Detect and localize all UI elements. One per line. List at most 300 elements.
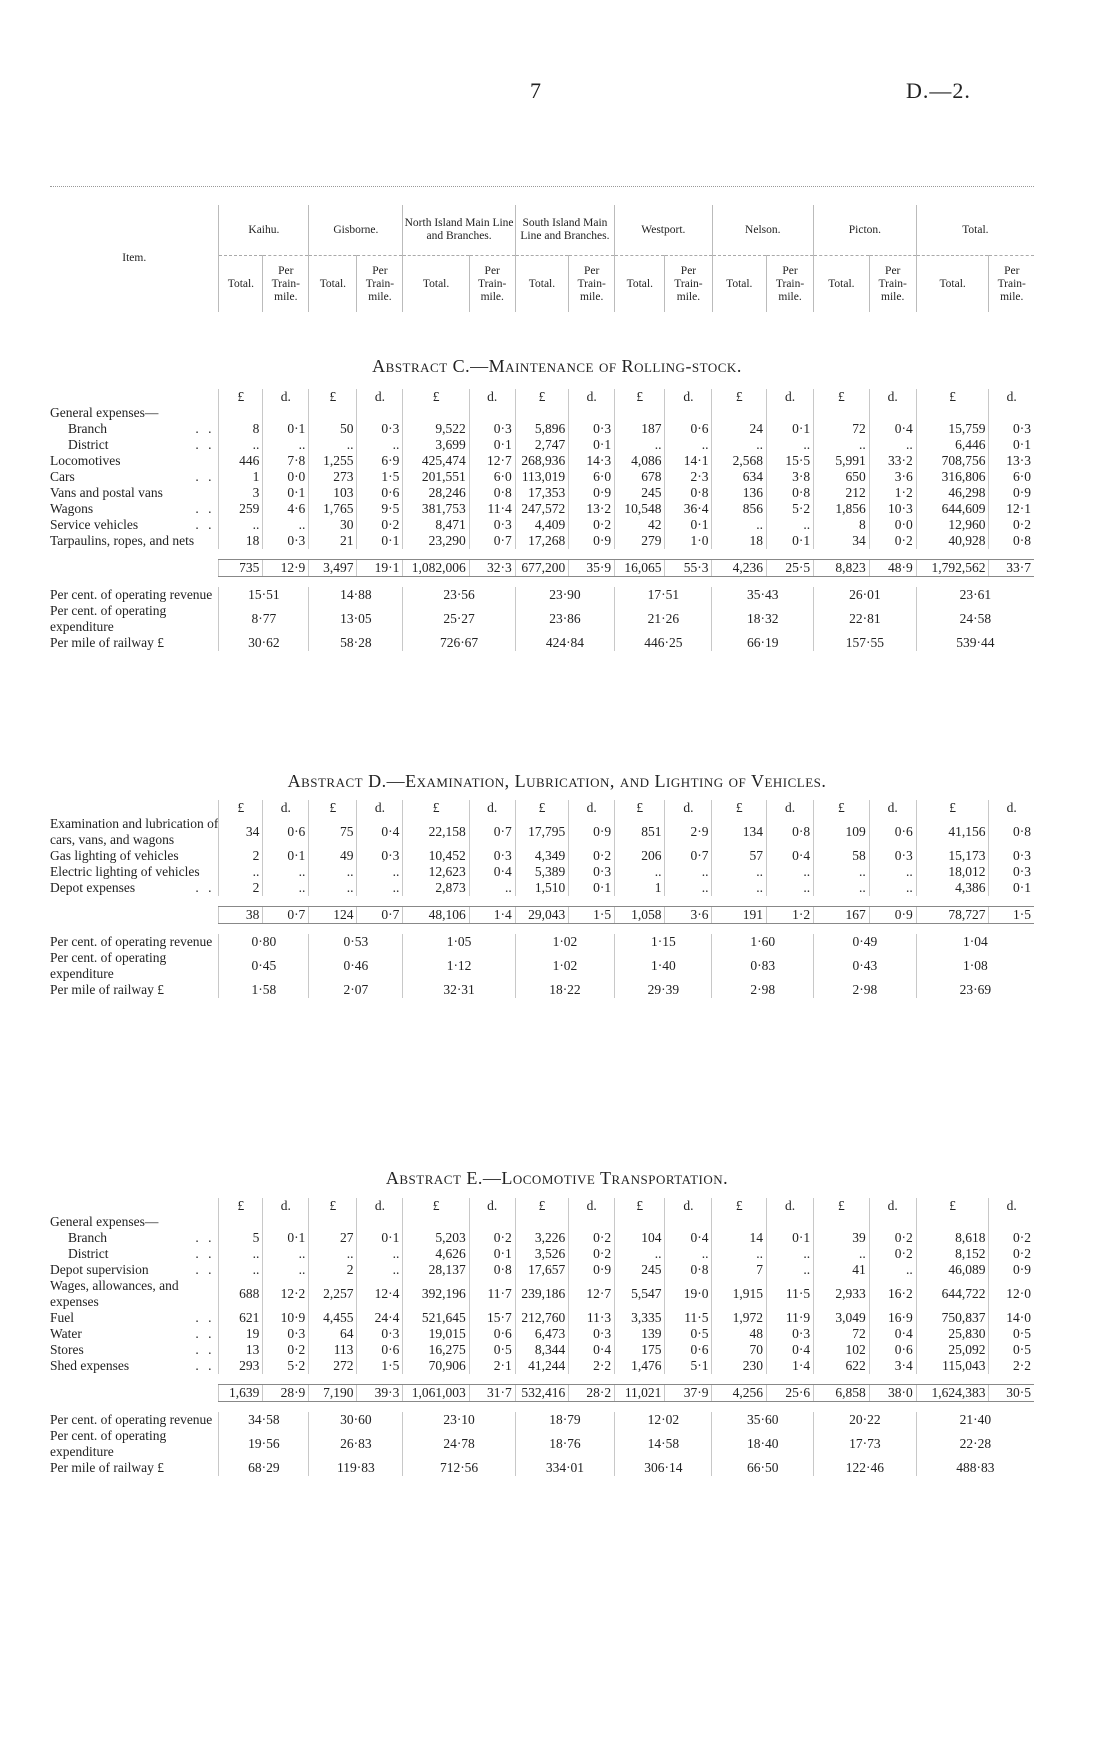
row-label-text: District [68, 437, 109, 452]
table-cell: 0·8 [767, 816, 814, 848]
table-cell: 2,873 [403, 880, 469, 896]
table-cell: 48 [712, 1326, 767, 1342]
row-label [50, 437, 219, 453]
row-label [50, 517, 219, 533]
table-cell: 10,452 [403, 848, 469, 864]
table-cell [916, 1214, 989, 1230]
table-cell: 521,645 [403, 1310, 469, 1326]
total-cell: 167 [814, 907, 870, 924]
total-label-empty [50, 907, 219, 924]
table-cell [515, 1214, 568, 1230]
unit-cell: d. [869, 800, 916, 816]
table-cell: .. [357, 437, 403, 453]
table-cell: .. [767, 1246, 814, 1262]
total-label-empty [50, 1385, 219, 1402]
table-cell: 0·5 [989, 1342, 1034, 1358]
row-label [50, 1342, 219, 1358]
table-cell: 0·1 [767, 1230, 814, 1246]
stat-cell: 34·58 [219, 1412, 309, 1428]
table-cell: 102 [814, 1342, 870, 1358]
table-cell: 4,455 [309, 1310, 357, 1326]
stat-row [50, 934, 1034, 950]
row-label [50, 485, 219, 501]
table-cell: 0·8 [469, 1262, 515, 1278]
unit-cell: d. [469, 1198, 515, 1214]
table-cell: 0·1 [767, 533, 814, 549]
table-cell: 113,019 [515, 469, 568, 485]
row-label [50, 848, 219, 864]
unit-cell: d. [469, 389, 515, 405]
table-cell: 28,137 [403, 1262, 469, 1278]
stat-cell: 1·15 [615, 934, 712, 950]
table-cell: 0·2 [569, 1230, 615, 1246]
header-top-rule [50, 186, 1034, 187]
row-label-text: Shed expenses [50, 1358, 130, 1373]
total-cell: 0·7 [263, 907, 309, 924]
total-label-empty [50, 560, 219, 577]
table-row [50, 1214, 1034, 1230]
table-row [50, 437, 1034, 453]
stat-cell: 14·58 [615, 1428, 712, 1460]
table-cell: 34 [219, 816, 263, 848]
stat-cell: 20·22 [814, 1412, 917, 1428]
leader-dots: . . [195, 1310, 215, 1325]
row-label-text: Tarpaulins, ropes, and nets [50, 533, 195, 548]
unit-cell: d. [357, 800, 403, 816]
unit-cell: d. [569, 389, 615, 405]
stat-cell: 23·86 [515, 603, 614, 635]
table-cell [767, 405, 814, 421]
spacer-row [50, 1402, 1034, 1413]
table-cell: 0·1 [263, 421, 309, 437]
table-cell: .. [767, 1262, 814, 1278]
table-cell: 0·7 [665, 848, 712, 864]
table-cell: 15,759 [916, 421, 989, 437]
sub-header-per-train-mile: Per Train-mile. [665, 256, 712, 313]
table-cell: 0·2 [869, 1230, 916, 1246]
table-cell: 7·8 [263, 453, 309, 469]
unit-cell: d. [665, 1198, 712, 1214]
leader-dots: . . [195, 437, 215, 452]
unit-cell: d. [569, 1198, 615, 1214]
spacer-cell [50, 1374, 1034, 1385]
table-cell: 293 [219, 1358, 263, 1374]
table-cell: 245 [615, 1262, 665, 1278]
table-cell [615, 1214, 665, 1230]
leader-dots: . . [195, 1230, 215, 1245]
stat-row [50, 1428, 1034, 1460]
table-cell: 0·2 [569, 848, 615, 864]
table-cell: 0·1 [767, 421, 814, 437]
table-cell: 2·9 [665, 816, 712, 848]
table-cell: 3,049 [814, 1310, 870, 1326]
total-cell: 38 [219, 907, 263, 924]
table-cell: 12·7 [569, 1278, 615, 1310]
table-cell: 0·2 [569, 517, 615, 533]
stat-cell: 21·26 [615, 603, 712, 635]
table-cell: .. [615, 437, 665, 453]
table-cell: 0·9 [569, 816, 615, 848]
table-cell: 0·3 [469, 517, 515, 533]
row-label-text: Gas lighting of vehicles [50, 848, 179, 863]
stat-cell: 66·19 [712, 635, 814, 651]
table-cell: .. [712, 517, 767, 533]
table-cell: 0·8 [665, 1262, 712, 1278]
leader-dots: . . [195, 469, 215, 484]
table-cell: 3,335 [615, 1310, 665, 1326]
stat-label: Per cent. of operating expenditure [50, 603, 167, 634]
stat-cell: 712·56 [403, 1460, 515, 1476]
row-label [50, 1262, 219, 1278]
total-cell: 39·3 [357, 1385, 403, 1402]
stat-cell: 726·67 [403, 635, 515, 651]
table-cell: 39 [814, 1230, 870, 1246]
spacer-row [50, 896, 1034, 907]
table-cell: 1·5 [357, 1358, 403, 1374]
abstract-d-table [50, 800, 1034, 998]
table-cell: 14·3 [569, 453, 615, 469]
table-cell [219, 405, 263, 421]
stat-cell: 539·44 [916, 635, 1034, 651]
table-cell: 8,618 [916, 1230, 989, 1246]
group-header-kaihu: Kaihu. [219, 205, 309, 256]
table-row [50, 1262, 1034, 1278]
unit-cell: £ [814, 389, 870, 405]
table-cell: 3·6 [869, 469, 916, 485]
table-cell: 5,547 [615, 1278, 665, 1310]
table-cell: 0·3 [469, 848, 515, 864]
table-cell: 0·6 [665, 421, 712, 437]
stat-cell: 2·07 [309, 982, 403, 998]
table-cell [219, 1214, 263, 1230]
table-cell: .. [665, 864, 712, 880]
total-cell: 12·9 [263, 560, 309, 577]
table-cell: 0·2 [469, 1230, 515, 1246]
table-cell: .. [263, 1262, 309, 1278]
group-header-total: Total. [916, 205, 1034, 256]
table-cell: 5 [219, 1230, 263, 1246]
sub-header-total: Total. [814, 256, 870, 313]
table-cell: .. [869, 437, 916, 453]
table-cell: 187 [615, 421, 665, 437]
stat-cell: 21·40 [916, 1412, 1034, 1428]
table-cell: 19 [219, 1326, 263, 1342]
total-cell: 3·6 [665, 907, 712, 924]
row-label-text: Wages, allowances, and expenses [50, 1278, 179, 1309]
table-cell: 634 [712, 469, 767, 485]
table-cell: 18,012 [916, 864, 989, 880]
table-cell: .. [219, 1262, 263, 1278]
table-cell: 0·5 [469, 1342, 515, 1358]
table-row [50, 469, 1034, 485]
table-cell: 15,173 [916, 848, 989, 864]
table-cell: 12·0 [989, 1278, 1034, 1310]
abstract-e-table [50, 1198, 1034, 1476]
table-cell: 24 [712, 421, 767, 437]
table-cell: 0·1 [357, 1230, 403, 1246]
table-cell: 0·1 [357, 533, 403, 549]
table-cell [989, 1214, 1034, 1230]
unit-cell: d. [767, 800, 814, 816]
table-cell: 6·0 [989, 469, 1034, 485]
total-cell: 33·7 [989, 560, 1034, 577]
table-cell: 10·9 [263, 1310, 309, 1326]
unit-cell: d. [665, 389, 712, 405]
table-cell: 0·2 [869, 533, 916, 549]
abstract-d-title: Abstract D.—Examination, Lubrication, and Lighting of Vehicles. [287, 771, 827, 791]
table-cell: 0·2 [263, 1342, 309, 1358]
table-row [50, 816, 1034, 848]
stat-cell: 17·73 [814, 1428, 917, 1460]
table-cell [869, 405, 916, 421]
table-cell [515, 405, 568, 421]
table-cell: 0·2 [989, 1230, 1034, 1246]
table-cell: 30 [309, 517, 357, 533]
total-row [50, 907, 1034, 924]
stat-cell: 0·43 [814, 950, 917, 982]
stat-cell: 1·05 [403, 934, 515, 950]
table-cell: 14·1 [665, 453, 712, 469]
stat-cell: 334·01 [515, 1460, 614, 1476]
table-cell: 0·6 [665, 1342, 712, 1358]
table-cell: 0·4 [767, 1342, 814, 1358]
stat-cell: 0·49 [814, 934, 917, 950]
table-cell: 17,795 [515, 816, 568, 848]
leader-dots: . . [195, 1246, 215, 1261]
table-cell: .. [263, 880, 309, 896]
table-cell [403, 1214, 469, 1230]
table-cell: 0·3 [357, 1326, 403, 1342]
table-cell: 273 [309, 469, 357, 485]
table-cell: 4,409 [515, 517, 568, 533]
total-cell: 3,497 [309, 560, 357, 577]
table-cell: 7 [712, 1262, 767, 1278]
total-cell: 1,792,562 [916, 560, 989, 577]
row-label [50, 816, 219, 848]
table-cell: 6·9 [357, 453, 403, 469]
table-cell: .. [615, 864, 665, 880]
table-cell: 0·4 [665, 1230, 712, 1246]
unit-cell: £ [712, 1198, 767, 1214]
table-cell: .. [665, 437, 712, 453]
table-cell: 4,626 [403, 1246, 469, 1262]
table-cell: 2,257 [309, 1278, 357, 1310]
row-label [50, 880, 219, 896]
sub-header-per-train-mile: Per Train-mile. [357, 256, 403, 313]
table-cell: 6,446 [916, 437, 989, 453]
table-cell: 2 [309, 1262, 357, 1278]
total-cell: 1·5 [989, 907, 1034, 924]
table-cell: 0·3 [469, 421, 515, 437]
table-cell: .. [665, 880, 712, 896]
sub-header-per-train-mile: Per Train-mile. [869, 256, 916, 313]
table-cell: 2·1 [469, 1358, 515, 1374]
sub-header-per-train-mile: Per Train-mile. [263, 256, 309, 313]
row-label-text: Fuel [50, 1310, 75, 1325]
table-row [50, 517, 1034, 533]
table-cell: 4,386 [916, 880, 989, 896]
unit-cell: £ [916, 1198, 989, 1214]
table-cell: 115,043 [916, 1358, 989, 1374]
stat-cell: 66·50 [712, 1460, 814, 1476]
stat-cell: 32·31 [403, 982, 515, 998]
stat-cell: 119·83 [309, 1460, 403, 1476]
table-cell: 17,353 [515, 485, 568, 501]
table-cell: 14·0 [989, 1310, 1034, 1326]
row-label-text: Branch [68, 421, 107, 436]
unit-label-empty [50, 800, 219, 816]
table-cell [767, 1214, 814, 1230]
group-header-westport: Westport. [615, 205, 712, 256]
stat-cell: 0·45 [219, 950, 309, 982]
table-cell: 15·5 [767, 453, 814, 469]
stat-cell: 29·39 [615, 982, 712, 998]
table-cell: 0·2 [989, 517, 1034, 533]
leader-dots: . . [195, 1358, 215, 1373]
spacer-row [50, 924, 1034, 935]
table-cell: 0·1 [469, 1246, 515, 1262]
table-cell: .. [469, 880, 515, 896]
table-cell: 19,015 [403, 1326, 469, 1342]
table-cell: 72 [814, 421, 870, 437]
table-cell [309, 405, 357, 421]
total-cell: 1,624,383 [916, 1385, 989, 1402]
table-cell: 268,936 [515, 453, 568, 469]
table-cell [712, 1214, 767, 1230]
stat-label: Per mile of railway £ [50, 635, 164, 650]
table-cell: 41 [814, 1262, 870, 1278]
total-cell: 37·9 [665, 1385, 712, 1402]
table-row [50, 1230, 1034, 1246]
table-cell: 0·6 [869, 1342, 916, 1358]
total-cell: 1,639 [219, 1385, 263, 1402]
table-cell: 688 [219, 1278, 263, 1310]
table-cell: 3,526 [515, 1246, 568, 1262]
table-cell: 0·3 [357, 421, 403, 437]
stat-label: Per mile of railway £ [50, 1460, 164, 1475]
table-cell: 27 [309, 1230, 357, 1246]
table-cell: .. [712, 864, 767, 880]
table-cell: 851 [615, 816, 665, 848]
table-cell: 0·6 [357, 1342, 403, 1358]
table-cell: 316,806 [916, 469, 989, 485]
stat-cell: 1·08 [916, 950, 1034, 982]
total-cell: 735 [219, 560, 263, 577]
table-cell: 16·9 [869, 1310, 916, 1326]
row-label-text: Wagons [50, 501, 94, 516]
stat-cell: 306·14 [615, 1460, 712, 1476]
unit-cell: £ [916, 389, 989, 405]
table-cell: 42 [615, 517, 665, 533]
total-cell: 6,858 [814, 1385, 870, 1402]
table-row [50, 864, 1034, 880]
stat-cell: 2·98 [712, 982, 814, 998]
total-cell: 1,082,006 [403, 560, 469, 577]
table-cell: 11·5 [767, 1278, 814, 1310]
table-cell: 3·8 [767, 469, 814, 485]
table-cell: 1,972 [712, 1310, 767, 1326]
table-cell [309, 1214, 357, 1230]
table-cell: .. [219, 517, 263, 533]
total-cell: 35·9 [569, 560, 615, 577]
table-cell: 41,156 [916, 816, 989, 848]
stat-cell: 19·56 [219, 1428, 309, 1460]
table-cell: 2 [219, 880, 263, 896]
table-cell: 0·2 [569, 1246, 615, 1262]
table-cell: 0·4 [869, 1326, 916, 1342]
table-cell: 64 [309, 1326, 357, 1342]
table-cell: 1 [219, 469, 263, 485]
stat-cell: 0·53 [309, 934, 403, 950]
table-cell: 0·8 [665, 485, 712, 501]
table-cell [469, 405, 515, 421]
leader-dots: . . [195, 1326, 215, 1341]
stat-cell: 26·83 [309, 1428, 403, 1460]
total-cell: 25·5 [767, 560, 814, 577]
table-cell: 6·0 [569, 469, 615, 485]
row-label [50, 421, 219, 437]
column-header [50, 205, 1034, 312]
row-label-text: Vans and postal vans [50, 485, 163, 500]
table-cell: 446 [219, 453, 263, 469]
table-cell: .. [263, 437, 309, 453]
table-row [50, 1326, 1034, 1342]
table-cell: 18 [219, 533, 263, 549]
table-cell: 46,089 [916, 1262, 989, 1278]
total-row [50, 560, 1034, 577]
total-cell: 31·7 [469, 1385, 515, 1402]
table-cell: 247,572 [515, 501, 568, 517]
table-cell: 14 [712, 1230, 767, 1246]
table-cell: 75 [309, 816, 357, 848]
unit-cell: £ [219, 1198, 263, 1214]
stat-cell: 488·83 [916, 1460, 1034, 1476]
table-cell: 0·1 [665, 517, 712, 533]
table-cell: 2·2 [569, 1358, 615, 1374]
stat-cell: 424·84 [515, 635, 614, 651]
table-cell: 12·7 [469, 453, 515, 469]
table-cell: 708,756 [916, 453, 989, 469]
table-cell: 622 [814, 1358, 870, 1374]
total-cell: 1·2 [767, 907, 814, 924]
table-cell: 3·4 [869, 1358, 916, 1374]
total-cell: 8,823 [814, 560, 870, 577]
sub-header-per-train-mile: Per Train-mile. [569, 256, 615, 313]
sub-header-total: Total. [403, 256, 469, 313]
table-cell: .. [814, 437, 870, 453]
total-cell: 38·0 [869, 1385, 916, 1402]
stat-cell: 17·51 [615, 587, 712, 603]
table-cell: 0·1 [569, 880, 615, 896]
stat-cell: 18·76 [515, 1428, 614, 1460]
table-cell: 8 [219, 421, 263, 437]
unit-cell: d. [767, 389, 814, 405]
table-cell: 113 [309, 1342, 357, 1358]
table-cell: 0·3 [357, 848, 403, 864]
leader-dots: . . [195, 501, 215, 516]
table-cell: 41,244 [515, 1358, 568, 1374]
unit-cell: d. [263, 389, 309, 405]
table-row [50, 848, 1034, 864]
group-header-south-island: South Island Main Line and Branches. [515, 205, 614, 256]
table-cell [712, 405, 767, 421]
stat-row [50, 1412, 1034, 1428]
stat-row [50, 587, 1034, 603]
leader-dots: . . [195, 517, 215, 532]
table-cell: 1,765 [309, 501, 357, 517]
table-cell: 12·2 [263, 1278, 309, 1310]
table-cell: 0·0 [869, 517, 916, 533]
